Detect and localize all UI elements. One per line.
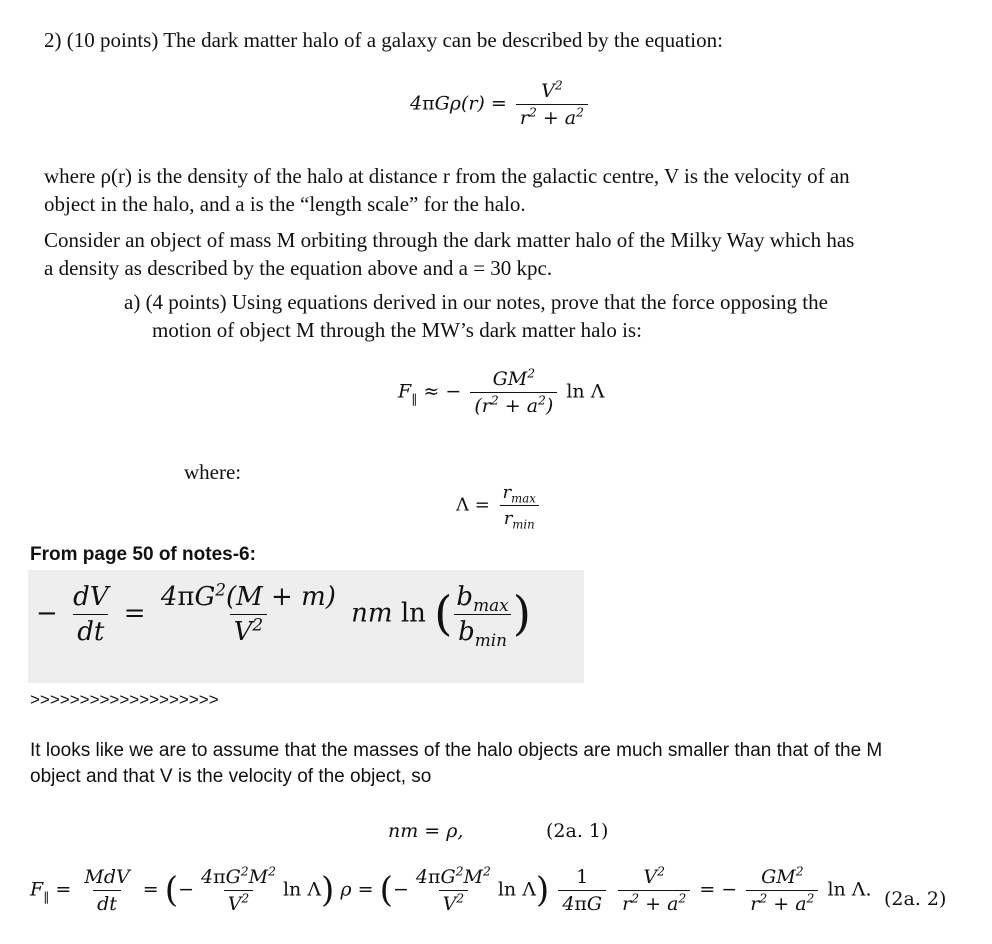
- equation-2a2: $F_‖$ = $\frac{\text{MdV}}{dt}$ = (− $\frac{4\pi G^2M^2}{V^2}$ ln Λ) ρ = (− $\frac{4\pi G^2M^2}{V^2}$ ln Λ) $\frac{1}{4\pi G}$ $\frac{V^2}{r^2 + a^2}$ = − $\frac{GM^2}{r^2 + a^2}$ ln Λ.: [30, 864, 872, 915]
- equation-tag-2a2: (2a. 2): [884, 888, 947, 910]
- consider-text-line2: a density as described by the equation above and a = 30 kpc.: [44, 256, 553, 280]
- equation-tag-2a1: (2a. 1): [546, 820, 609, 842]
- where-label: where:: [184, 460, 242, 484]
- lambda-equation: Λ = $\frac{r_{max}}{r_{min}}$: [456, 482, 543, 529]
- explanation-line2: object and that V is the velocity of the object, so: [30, 766, 432, 787]
- notes-equation: − $\frac{dV}{dt}$ = $\frac{4\pi G^2(M + m)}{V^2}$ nm ln ( $\frac{b_{max}}{b_{min}}$ ): [36, 579, 531, 651]
- explanation-line1: It looks like we are to assume that the masses of the halo objects are much smaller than that of the M: [30, 740, 883, 761]
- where-text-line2: object in the halo, and a is the “length scale” for the halo.: [44, 192, 526, 216]
- force-equation: $F_‖$ ≈ − $\frac{GM^2}{(r^2 + a^2)}$ ln Λ: [398, 366, 605, 417]
- halo-equation: 4πGρ(r) = $\frac{V^2}{r^2 + a^2}$: [410, 80, 591, 129]
- equation-2a1: nm = ρ,: [388, 820, 464, 842]
- consider-text-line1: Consider an object of mass M orbiting through the dark matter halo of the Milky Way which has: [44, 228, 855, 252]
- notes-ref-label: From page 50 of notes-6:: [30, 544, 256, 565]
- where-text-line1: where ρ(r) is the density of the halo at distance r from the galactic centre, V is the velocity of an: [44, 164, 850, 188]
- problem-header: 2) (10 points) The dark matter halo of a galaxy can be described by the equation:: [44, 28, 723, 52]
- part-a-line1: a) (4 points) Using equations derived in our notes, prove that the force opposing the: [124, 290, 828, 314]
- part-a-line2: motion of object M through the MW’s dark matter halo is:: [152, 318, 642, 342]
- separator-text: >>>>>>>>>>>>>>>>>>>: [30, 690, 219, 709]
